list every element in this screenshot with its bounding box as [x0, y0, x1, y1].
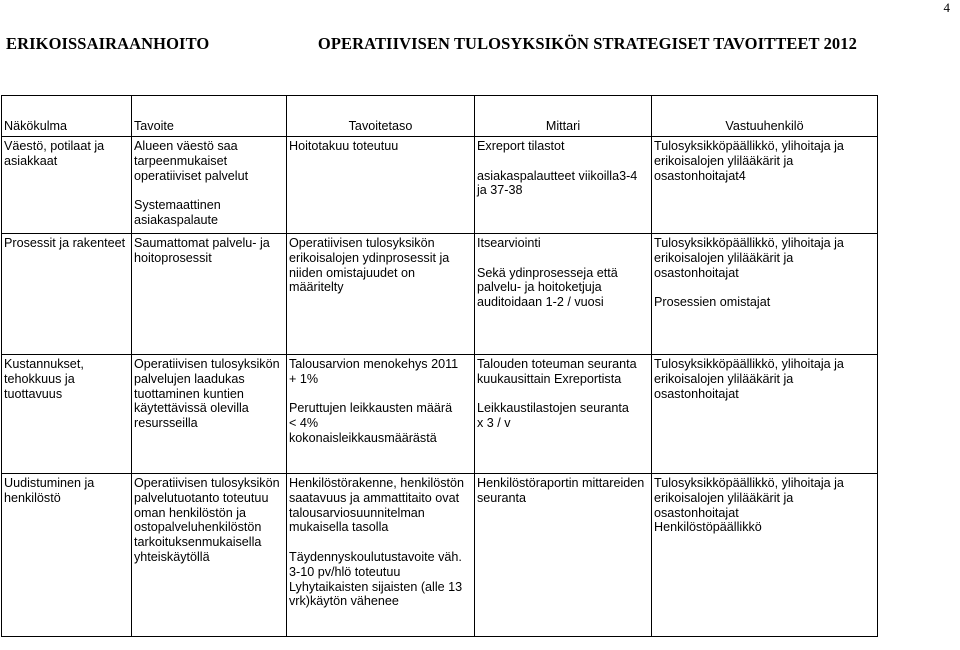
cell-text-line: Täydennyskoulutustavoite väh. [289, 549, 462, 564]
cell-text-line: Operatiivisen tulosyksikön [289, 236, 435, 250]
cell-text-line: + 1% [289, 371, 319, 386]
cell-tavoitetaso [287, 137, 475, 234]
cell-text-line: palvelutuotanto toteutuu [134, 490, 269, 505]
cell-text-line: saatavuus ja ammattitaito ovat [289, 490, 460, 505]
header-tavoitetaso: Tavoitetaso [287, 96, 475, 137]
cell-text-line: henkilöstö [4, 490, 61, 505]
cell-mittari [475, 234, 652, 355]
cell-gap [289, 387, 472, 402]
table-row [2, 137, 878, 234]
cell-text-line: hoitoprosessit [134, 250, 212, 265]
goals-table [1, 95, 878, 637]
cell-nakokulma [2, 234, 132, 355]
cell-text-line: erikoisalojen ylilääkärit ja [654, 153, 794, 168]
cell-text-line: seuranta [477, 490, 527, 505]
cell-text-line: Systemaattinen [134, 198, 221, 213]
cell-text-line: erikoisalojen ylilääkärit ja [654, 250, 794, 265]
cell-text-line: asiakaspalaute [134, 212, 219, 227]
cell-text-line: x 3 / v [477, 416, 511, 431]
table-row [2, 355, 878, 474]
cell-text-line: Henkilöstöraportin mittareiden [477, 476, 645, 490]
cell-text-line: Henkilöstöpäällikkö [654, 520, 762, 535]
cell-text-line: erikoisalojen ylilääkärit ja [654, 490, 794, 505]
cell-text-line: tarpeenmukaiset [134, 153, 228, 168]
cell-text-line: käytettävissä olevilla [134, 401, 249, 416]
cell-tavoitetaso [287, 234, 475, 355]
cell-mittari [475, 474, 652, 637]
cell-text-line: operatiiviset palvelut [134, 168, 249, 183]
cell-gap [477, 154, 649, 169]
cell-text-line: määritelty [289, 280, 344, 295]
cell-text-line: tuottavuus [4, 386, 63, 401]
cell-text-line: tehokkuus ja [4, 371, 75, 386]
cell-text-line: asiakaspalautteet viikoilla3-4 [477, 168, 638, 183]
cell-text-line: Väestö, potilaat ja [4, 139, 105, 153]
cell-text-line: Lyhytaikaisten sijaisten (alle 13 [289, 579, 463, 594]
cell-text-line: osastonhoitajat [654, 386, 739, 401]
cell-text-line: ostopalveluhenkilöstön [134, 520, 262, 535]
cell-text-line: niiden omistajuudet on [289, 265, 416, 280]
header-mittari: Mittari [475, 96, 652, 137]
cell-gap [289, 535, 472, 550]
cell-text-line: yhteiskäytöllä [134, 549, 210, 564]
cell-vastuuhenkilo [652, 137, 878, 234]
heading-left: ERIKOISSAIRAANHOITO [6, 34, 210, 53]
cell-vastuuhenkilo [652, 355, 878, 474]
table-header-row [2, 96, 878, 137]
cell-text-line: < 4% [289, 416, 319, 431]
cell-gap [654, 280, 875, 295]
cell-text-line: Uudistuminen ja [4, 476, 95, 490]
cell-text-line: Sekä ydinprosesseja että [477, 265, 618, 280]
cell-text-line: Saumattomat palvelu- ja [134, 236, 270, 250]
cell-text-line: Tulosyksikköpäällikkö, ylihoitaja ja [654, 476, 844, 490]
cell-text-line: Tulosyksikköpäällikkö, ylihoitaja ja [654, 357, 844, 371]
cell-text-line: Kustannukset, [4, 357, 84, 371]
cell-text-line: Talousarvion menokehys 2011 [289, 357, 459, 371]
cell-tavoitetaso [287, 474, 475, 637]
cell-text-line: erikoisalojen ydinprosessit ja [289, 250, 450, 265]
cell-vastuuhenkilo [652, 474, 878, 637]
cell-text-line: vrk)käytön vähenee [289, 594, 399, 609]
cell-text-line: tarkoituksenmukaisella [134, 535, 262, 550]
header-vastuuhenkilo: Vastuuhenkilö [652, 96, 878, 137]
cell-nakokulma [2, 137, 132, 234]
document-heading [6, 34, 954, 54]
cell-tavoite [132, 234, 287, 355]
cell-text-line: talousarviosuunnitelman [289, 505, 425, 520]
cell-vastuuhenkilo [652, 234, 878, 355]
cell-text-line: Tulosyksikköpäällikkö, ylihoitaja ja [654, 236, 844, 250]
cell-text-line: osastonhoitajat [654, 265, 739, 280]
cell-mittari [475, 355, 652, 474]
cell-text-line: Hoitotakuu toteutuu [289, 139, 399, 153]
cell-text-line: Henkilöstörakenne, henkilöstön [289, 476, 465, 490]
table-row [2, 474, 878, 637]
cell-text-line: Leikkaustilastojen seuranta [477, 401, 629, 416]
cell-text-line: osastonhoitajat4 [654, 168, 746, 183]
cell-text-line: Alueen väestö saa [134, 139, 238, 153]
cell-gap [477, 251, 649, 266]
cell-text-line: 3-10 pv/hlö toteutuu [289, 564, 401, 579]
cell-text-line: asiakkaat [4, 153, 58, 168]
cell-text-line: palvelu- ja hoitoketjuja [477, 280, 602, 295]
cell-nakokulma [2, 355, 132, 474]
cell-text-line: ja 37-38 [477, 183, 523, 198]
cell-text-line: Talouden toteuman seuranta [477, 357, 637, 371]
cell-text-line: Operatiivisen tulosyksikön [134, 357, 280, 371]
cell-text-line: oman henkilöstön ja [134, 505, 247, 520]
cell-tavoite [132, 137, 287, 234]
page-number: 4 [943, 0, 950, 15]
cell-tavoite [132, 474, 287, 637]
cell-text-line: kuukausittain Exreportista [477, 371, 622, 386]
cell-text-line: resursseilla [134, 416, 198, 431]
cell-text-line: Prosessit ja rakenteet [4, 236, 126, 250]
cell-text-line: auditoidaan 1-2 / vuosi [477, 295, 604, 310]
cell-nakokulma [2, 474, 132, 637]
cell-text-line: Peruttujen leikkausten määrä [289, 401, 453, 416]
cell-mittari [475, 137, 652, 234]
cell-tavoite [132, 355, 287, 474]
cell-text-line: Itsearviointi [477, 236, 541, 250]
cell-text-line: Tulosyksikköpäällikkö, ylihoitaja ja [654, 139, 844, 153]
cell-gap [477, 387, 649, 402]
cell-text-line: kokonaisleikkausmäärästä [289, 430, 437, 445]
heading-right: OPERATIIVISEN TULOSYKSIKÖN STRATEGISET TAVOITTEET 2012 [317, 34, 857, 53]
cell-text-line: palvelujen laadukas [134, 371, 245, 386]
cell-text-line: Prosessien omistajat [654, 295, 771, 310]
cell-text-line: osastonhoitajat [654, 505, 739, 520]
header-tavoite: Tavoite [132, 96, 287, 137]
cell-text-line: Operatiivisen tulosyksikön [134, 476, 280, 490]
header-nakokulma: Näkökulma [2, 96, 132, 137]
cell-gap [134, 183, 284, 198]
cell-tavoitetaso [287, 355, 475, 474]
cell-text-line: mukaisella tasolla [289, 520, 389, 535]
table-row [2, 234, 878, 355]
cell-text-line: Exreport tilastot [477, 139, 565, 153]
cell-text-line: tuottaminen kuntien [134, 386, 244, 401]
cell-text-line: erikoisalojen ylilääkärit ja [654, 371, 794, 386]
